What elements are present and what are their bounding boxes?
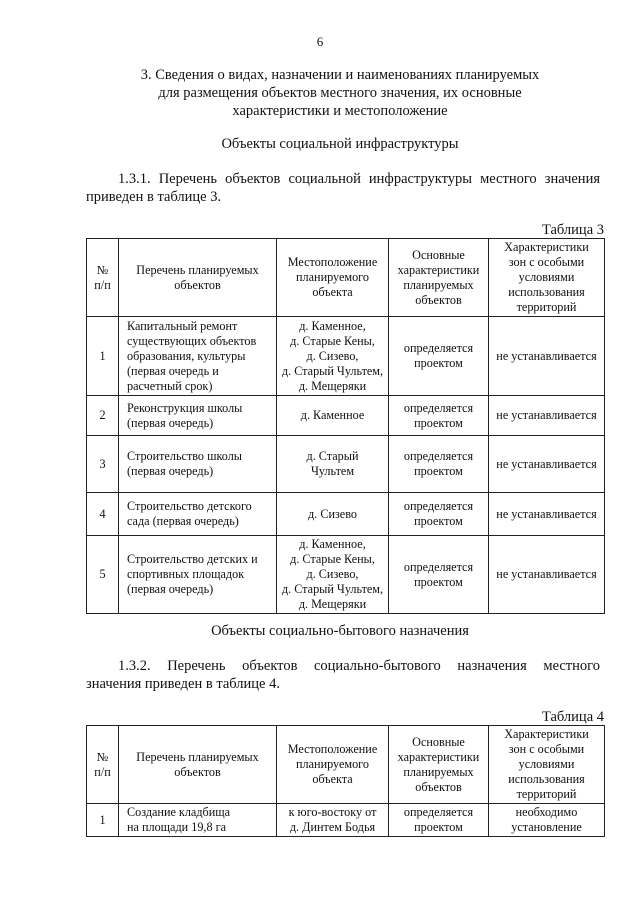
table-row <box>87 493 605 536</box>
cell-line: Чультем <box>310 464 355 478</box>
cell-line: характеристики <box>397 262 480 277</box>
section2-paragraph <box>86 657 600 693</box>
cell-line: планируемого <box>296 757 369 771</box>
cell-line: Строительство детских и <box>127 552 258 566</box>
cell-line: д. Старый <box>306 449 359 463</box>
table-row <box>87 536 605 614</box>
cell-line: использования <box>508 285 585 299</box>
object-characteristics <box>389 536 489 614</box>
table-row <box>87 436 605 493</box>
cell-line: Характеристики <box>504 240 589 254</box>
zone-characteristics: не устанавливается <box>489 396 605 436</box>
cell-line: проектом <box>414 514 463 528</box>
cell-line: Местоположение <box>287 255 378 269</box>
cell-line: Создание кладбища <box>127 805 231 819</box>
paragraph-line: 1.3.1. Перечень объектов социальной инфраструктуры местного значения <box>118 171 600 187</box>
page-number: 6 <box>316 34 324 49</box>
cell-line: объекта <box>312 772 353 786</box>
cell-line: объектов <box>415 779 462 794</box>
object-location <box>277 493 389 536</box>
cell-line: п/п <box>94 764 111 779</box>
zone-characteristics: не устанавливается <box>489 436 605 493</box>
cell-line: необходимо <box>515 805 578 819</box>
section-heading-line: для размещения объектов местного значения, их основные <box>158 85 522 101</box>
cell-line: д. Старый Чультем, <box>281 363 384 378</box>
cell-line: д. Старые Кены, <box>290 552 375 566</box>
paragraph-line: 1.3.2. Перечень объектов социально-бытового назначения местного <box>118 658 600 674</box>
cell-line: Основные <box>412 247 465 262</box>
cell-line: зон с особыми <box>508 255 585 269</box>
table-row <box>87 396 605 436</box>
cell-line: образования, культуры <box>127 348 246 363</box>
cell-line: (первая очередь и <box>127 363 219 378</box>
cell-line: п/п <box>94 277 111 292</box>
cell-line: д. Сизево, <box>306 567 359 581</box>
cell-line: проектом <box>414 574 463 589</box>
header-number <box>87 239 119 317</box>
cell-line: установление <box>511 820 582 834</box>
cell-line: объекта <box>312 285 353 299</box>
row-number: 3 <box>87 436 119 493</box>
object-name <box>119 536 277 614</box>
section2-title: Объекты социально-бытового назначения <box>211 623 469 639</box>
cell-line: планируемого <box>296 270 369 284</box>
object-location <box>277 436 389 493</box>
zone-characteristics: не устанавливается <box>489 317 605 396</box>
row-number: 5 <box>87 536 119 614</box>
cell-line: определяется <box>403 499 474 513</box>
cell-line: Строительство школы <box>127 449 242 463</box>
cell-line: существующих объектов <box>127 333 257 348</box>
cell-line: определяется <box>403 805 474 819</box>
cell-line: объектов <box>174 277 221 292</box>
table4 <box>86 725 605 837</box>
row-number: 1 <box>87 804 119 837</box>
cell-line: д. Сизево, <box>306 348 359 363</box>
object-name <box>119 493 277 536</box>
cell-line: Строительство детского <box>127 499 252 513</box>
cell-line: к юго-востоку от <box>288 805 377 819</box>
cell-line: № <box>96 749 109 764</box>
object-name <box>119 317 277 396</box>
cell-line: определяется <box>403 449 474 463</box>
header-location <box>277 726 389 804</box>
cell-line: Реконструкция школы <box>127 400 243 415</box>
cell-line: зон с особыми <box>508 742 585 756</box>
cell-line: проектом <box>414 464 463 478</box>
object-characteristics <box>389 396 489 436</box>
table-row <box>87 804 605 837</box>
zone-characteristics <box>489 804 605 837</box>
cell-line: (первая очередь) <box>127 464 214 478</box>
cell-line: д. Каменное <box>300 408 365 422</box>
cell-line: условиями <box>518 270 575 284</box>
header-zones <box>489 726 605 804</box>
cell-line: определяется <box>403 341 474 355</box>
paragraph-line: значения приведен в таблице 4. <box>86 676 280 692</box>
row-number: 1 <box>87 317 119 396</box>
cell-line: № <box>96 262 109 277</box>
cell-line: Перечень планируемых <box>136 749 259 764</box>
cell-line: условиями <box>518 757 575 771</box>
object-location <box>277 804 389 837</box>
object-location <box>277 536 389 614</box>
cell-line: на площади 19,8 га <box>127 820 227 834</box>
table3 <box>86 238 605 614</box>
cell-line: д. Динтем Бодья <box>289 820 376 834</box>
table4-caption: Таблица 4 <box>541 709 604 725</box>
cell-line: проектом <box>414 415 463 430</box>
section1-title: Объекты социальной инфраструктуры <box>221 136 459 152</box>
cell-line: территорий <box>516 300 577 314</box>
table-header-row <box>87 726 605 804</box>
header-objects <box>119 726 277 804</box>
cell-line: расчетный срок) <box>127 378 213 393</box>
cell-line: определяется <box>403 559 474 574</box>
header-number <box>87 726 119 804</box>
cell-line: Перечень планируемых <box>136 262 259 277</box>
cell-line: спортивных площадок <box>127 567 245 581</box>
cell-line: Местоположение <box>287 742 378 756</box>
section-heading-line: 3. Сведения о видах, назначении и наименованиях планируемых <box>140 67 540 83</box>
cell-line: характеристики <box>397 749 480 764</box>
object-characteristics <box>389 804 489 837</box>
zone-characteristics: не устанавливается <box>489 493 605 536</box>
object-name <box>119 436 277 493</box>
cell-line: Основные <box>412 734 465 749</box>
section-heading-line: характеристики и местоположение <box>232 103 448 119</box>
cell-line: (первая очередь) <box>127 415 214 430</box>
cell-line: планируемых <box>403 277 474 292</box>
cell-line: д. Мещеряки <box>298 597 367 611</box>
cell-line: проектом <box>414 820 463 834</box>
paragraph-line: приведен в таблице 3. <box>86 189 222 205</box>
table3-caption: Таблица 3 <box>541 222 604 238</box>
object-location <box>277 317 389 396</box>
table-header-row <box>87 239 605 317</box>
cell-line: д. Сизево <box>308 506 357 521</box>
cell-line: объектов <box>415 292 462 307</box>
cell-line: д. Каменное, <box>299 318 366 333</box>
cell-line: сада (первая очередь) <box>127 514 239 528</box>
object-characteristics <box>389 436 489 493</box>
section-heading <box>100 66 580 120</box>
cell-line: д. Старые Кены, <box>290 333 375 348</box>
table-row <box>87 317 605 396</box>
header-objects <box>119 239 277 317</box>
object-location <box>277 396 389 436</box>
object-name <box>119 804 277 837</box>
object-name <box>119 396 277 436</box>
cell-line: определяется <box>403 400 474 415</box>
cell-line: Характеристики <box>504 727 589 741</box>
row-number: 4 <box>87 493 119 536</box>
cell-line: объектов <box>174 764 221 779</box>
cell-line: Капитальный ремонт <box>127 318 238 333</box>
header-characteristics <box>389 726 489 804</box>
zone-characteristics: не устанавливается <box>489 536 605 614</box>
cell-line: использования <box>508 772 585 786</box>
cell-line: (первая очередь) <box>127 582 214 596</box>
header-location <box>277 239 389 317</box>
header-zones <box>489 239 605 317</box>
row-number: 2 <box>87 396 119 436</box>
cell-line: территорий <box>516 787 577 801</box>
cell-line: д. Мещеряки <box>298 378 367 393</box>
cell-line: д. Старый Чультем, <box>281 582 384 596</box>
object-characteristics <box>389 317 489 396</box>
object-characteristics <box>389 493 489 536</box>
cell-line: проектом <box>414 356 463 370</box>
header-characteristics <box>389 239 489 317</box>
cell-line: д. Каменное, <box>299 537 366 551</box>
section1-paragraph <box>86 170 600 206</box>
cell-line: планируемых <box>403 764 474 779</box>
